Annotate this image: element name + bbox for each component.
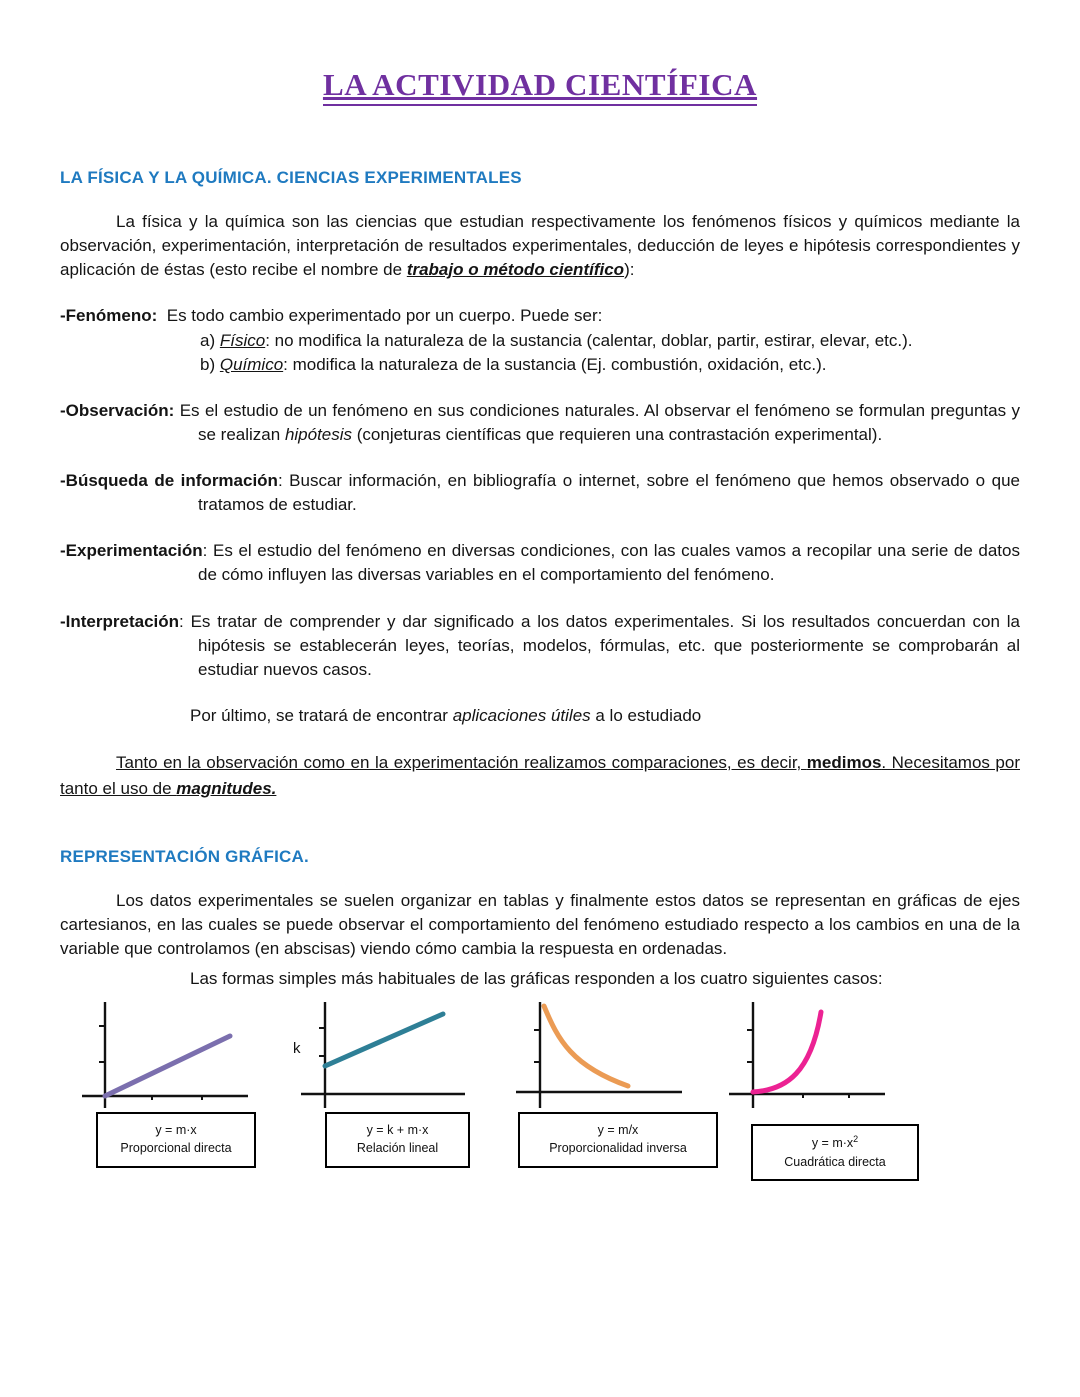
graph-relacion-lineal — [295, 1000, 510, 1169]
caption-box-2 — [325, 1112, 470, 1169]
item-interpretacion-label: -Interpretación — [60, 611, 180, 631]
closing-note — [60, 704, 1020, 728]
plot-svg-4 — [725, 1000, 925, 1112]
axis-label-k: k — [293, 1039, 301, 1057]
item-fenomeno-b — [60, 353, 1020, 377]
measure-note — [60, 750, 1020, 801]
item-observacion-text2: (conjeturas científicas que requieren una contrastación experimental). — [352, 424, 883, 444]
caption-formula-4-exponent: 2 — [853, 1133, 859, 1144]
item-fenomeno-a-marker: a) — [200, 330, 216, 350]
curve-line-4 — [753, 1012, 821, 1092]
plot-area-4 — [725, 1000, 925, 1112]
item-fenomeno — [60, 304, 1020, 328]
intro-text-part1: La física y la química son las ciencias que estudian respectivamente los fenómenos físicos y químicos mediante la observación, experimentación, interpretación de resultados experimentales, deducción de leyes e hipótesis correspondientes y aplicación de éstas (esto recibe el nombre de — [60, 212, 1020, 280]
item-busqueda-text: : Buscar información, en bibliografía o internet, sobre el fenómeno que hemos observado o que tratamos de estudiar. — [198, 471, 1020, 515]
item-interpretacion-text: : Es tratar de comprender y dar significado a los datos experimentales. Si los resultados concuerdan con la hipótesis se establecerán leyes, teorías, modelos, fórmulas, etc. que posteriormente se comprobarán al estudiar nuevos casos. — [179, 611, 1020, 679]
caption-name-2: Relación lineal — [356, 1141, 439, 1156]
item-observacion-emphasis: hipótesis — [284, 424, 353, 444]
item-experimentacion — [60, 539, 1020, 587]
item-fenomeno-a — [60, 329, 1020, 353]
graph-proporcionalidad-inversa — [510, 1000, 725, 1169]
closing-note-text2: a lo estudiado — [590, 705, 702, 725]
intro-emphasis: trabajo o método científico — [406, 260, 625, 280]
caption-box-3 — [518, 1112, 718, 1169]
item-observacion — [60, 399, 1020, 447]
item-busqueda-label: -Búsqueda de información — [60, 471, 278, 491]
graph-proporcional-directa — [80, 1000, 295, 1169]
item-observacion-label: -Observación: — [60, 400, 175, 420]
curve-line-3 — [544, 1006, 628, 1086]
page-title — [60, 0, 1020, 102]
plot-svg-2 — [295, 1000, 495, 1112]
graph-examples-strip — [60, 1000, 1020, 1182]
item-fenomeno-b-marker: b) — [200, 354, 216, 374]
item-experimentacion-label: -Experimentación — [60, 541, 203, 561]
item-fenomeno-a-term: Físico — [219, 330, 266, 350]
item-experimentacion-text: : Es el estudio del fenómeno en diversas condiciones, con las cuales vamos a recopilar una serie de datos de cómo influyen las diversas variables en el comportamiento del fenómeno. — [198, 541, 1020, 585]
item-fenomeno-text: Es todo cambio experimentado por un cuerpo. Puede ser: — [166, 306, 603, 326]
closing-note-emphasis: aplicaciones útiles — [452, 705, 591, 725]
item-interpretacion — [60, 610, 1020, 682]
caption-box-4 — [751, 1124, 919, 1182]
curve-line-1 — [105, 1036, 230, 1096]
caption-formula-3: y = m/x — [597, 1122, 639, 1137]
plot-area-3 — [510, 1000, 710, 1112]
paragraph-representacion: Los datos experimentales se suelen organizar en tablas y finalmente estos datos se representan en gráficas de ejes cartesianos, en las cuales se puede observar el comportamiento del fenómeno estudiado respecto a los cambios en una de la variable que controlamos (en abscisas) viendo cómo cambia la respuesta en ordenadas. — [60, 891, 1020, 959]
plot-area-2 — [295, 1000, 495, 1112]
plot-svg-1 — [80, 1000, 280, 1112]
plot-svg-3 — [510, 1000, 710, 1112]
caption-formula-4-base: y = m·x — [811, 1135, 854, 1150]
closing-note-text1: Por último, se tratará de encontrar — [190, 705, 453, 725]
section-heading-fisica-quimica: LA FÍSICA Y LA QUÍMICA. CIENCIAS EXPERIMENTALES — [60, 168, 522, 188]
item-fenomeno-label: -Fenómeno: — [60, 306, 158, 326]
graph-cuadratica-directa — [725, 1000, 955, 1182]
item-busqueda — [60, 469, 1020, 517]
plot-area-1 — [80, 1000, 280, 1112]
caption-name-3: Proporcionalidad inversa — [549, 1141, 687, 1156]
measure-note-part1: Tanto en la observación como en la experimentación realizamos comparaciones, es decir, — [116, 753, 807, 773]
paragraph-intro — [60, 210, 1020, 282]
caption-box-1 — [96, 1112, 256, 1169]
item-observacion-text1: Es el estudio de un fenómeno en sus condiciones naturales. Al observar el fenómeno se formulan preguntas y se realizan — [174, 400, 1020, 444]
curve-line-2 — [325, 1014, 443, 1066]
measure-note-part2: . Necesitamos por tanto el uso de — [60, 753, 1020, 798]
section-heading-representacion: REPRESENTACIÓN GRÁFICA. — [60, 847, 309, 867]
intro-text-part2: ): — [624, 260, 635, 280]
measure-note-bold1: medimos — [806, 753, 882, 773]
caption-formula-4 — [757, 1133, 913, 1153]
caption-name-1: Proporcional directa — [120, 1141, 232, 1156]
caption-formula-2: y = k + m·x — [366, 1122, 429, 1137]
caption-name-4: Cuadrática directa — [784, 1154, 886, 1169]
item-fenomeno-b-text: : modifica la naturaleza de la sustancia (Ej. combustión, oxidación, etc.). — [283, 354, 827, 374]
item-fenomeno-spacer — [157, 306, 166, 325]
item-fenomeno-a-text: : no modifica la naturaleza de la sustancia (calentar, doblar, partir, estirar, elevar, etc.). — [265, 330, 913, 350]
graphs-lead-in: Las formas simples más habituales de las gráficas responden a los cuatro siguientes casos: — [190, 969, 883, 989]
item-fenomeno-b-term: Químico — [219, 354, 284, 374]
caption-formula-1: y = m·x — [155, 1122, 197, 1137]
page-title-text: LA ACTIVIDAD CIENTÍFICA — [323, 67, 757, 106]
measure-note-bold2: magnitudes. — [176, 778, 277, 798]
